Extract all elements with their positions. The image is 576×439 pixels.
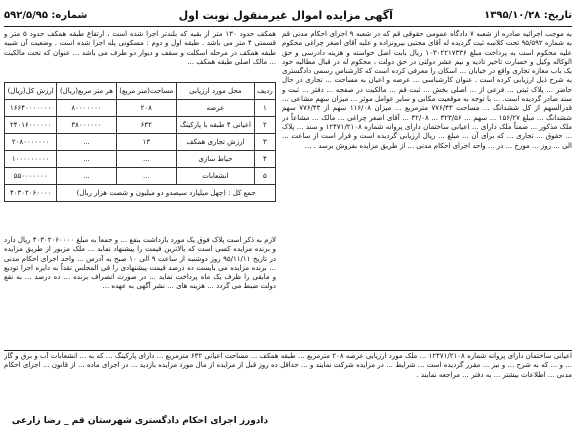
notice-page	[4, 4, 572, 431]
cell-index: ۲	[254, 117, 275, 134]
col-header-total: ارزش کل(ریال)	[5, 83, 57, 100]
notice-header	[4, 4, 572, 26]
cell-total: ۲۴۰۱۶۰۰۰۰۰۰	[5, 117, 57, 134]
notice-body-bottom: اعیانی ساختمان دارای پروانه شماره ۱۲۴۷۱/۲۱۰۸ ... ملک مورد ارزیابی عرصه ۲۰۸ مترمربع ... طبقه همکف ... مساحت اعیانی ۶۳۲ مترمربع ... دارای پارکینگ ... که به ... انشعابات آب و برق و گاز ... و ... که به شرح ... و نیز ... مقرر گردیده است ... شرایط ... در مزایده شرکت نمایند و ... حداقل ده روز قبل از مزایده از مال مورد مزایده بازدید ... در اجرای ماده ... از قانون ... اجرای احکام مدنی ... اطلاعات بیشتر ... به دفتر ... مراجعه نمایند .	[4, 352, 572, 379]
notice-number: شماره: ۵۹۲/۵/۹۵	[4, 9, 88, 21]
cell-total: ۱۶۶۴۰۰۰۰۰۰۰	[5, 100, 57, 117]
notice-title: آگهی مزایده اموال غیرمنقول نوبت اول	[178, 8, 393, 22]
notice-date: تاریخ: ۱۳۹۵/۱۰/۲۸	[484, 9, 572, 21]
notice-body-left-bottom: لازم به ذکر است پلاک فوق یک مورد بازداشت بنفع ... و جمعاً به مبلغ ۴۰۳۰۲۰۶۰۰۰۰ ریال دارد و برنده مزایده کسی است که بالاترین قیمت را پیشنهاد نماید ... ملک مزبور از طریق مزایده در تاریخ ۹۵/۱۱/۱۱ روز دوشنبه از ساعت ۹ الی ۱۰ صبح به آدرس ... واحد اجرای احکام مدنی ... برنده مزایده می بایست ده درصد قیمت پیشنهادی را فی المجلس نقداً به دایره اجرا تودیع و مابقی را ظرف یک ماه پرداخت نماید ... در صورت انصراف برنده ... ده درصد ... به نفع دولت ضبط می گردد ... هزینه های ... نشر آگهی به عهده ...	[4, 236, 276, 291]
cell-item: اعیانی ۴ طبقه با پارکینگ	[176, 117, 254, 134]
header-divider	[4, 26, 572, 27]
cell-item: انشعابات	[176, 168, 254, 185]
table-header-row	[5, 83, 276, 100]
col-header-index: ردیف	[254, 83, 275, 100]
col-header-unit-price: هر متر مربع(ریال)	[57, 83, 116, 100]
col-header-area: مساحت(متر مربع)	[116, 83, 176, 100]
notice-body-right: به موجب اجرائیه صادره از شعبه ۷ دادگاه عمومی حقوقی قم که در شعبه ۹ اجرای احکام مدنی قم به شماره ۹۵/۵۹۲ تحت کلاسه ثبت گردیده له آقای مجتبی بیرونزاده و علیه آقای اصغر چراغی محکوم علیه محکوم است به پرداخت مبلغ ۱۰۳۰۲۲۱۷۳۳۶ ریال بابت اصل خواسته و هزینه دادرسی و حق الوکاله وکیل و خسارت تاخیر تادیه و نیم عشر دولتی در حق دولت ، محکوم له در قبال مطالبه خود یک باب مغازه تجاری واقع در خیابان ... اسکان را معرفی کرده است که کارشناس رسمی دادگستری به شرح ذیل ارزیابی کرده است . عنوان کارشناسی ... عرصه و اعیان به مساحت ... تجاری در حال حاضر ... پلاک ثبتی ... فرعی از ... اصلی بخش ... ثبت قم ... مالکیت در صفحه ... دفتر ... ثبت و سند صادر گردیده است. ... با توجه به موقعیت مکانی و سایر عوامل موثر ... میزان سهم مشاعی ... قدرالسهم از کل ششدانگ ... مساحت ۷۷۶/۴۳ مترمربع ... میزان ۱۱۶/۰۸ سهم از ۷۷۶/۴۳ سهم ششدانگ ... مبلغ ۱۵۶/۲۷ ... سهم ... ۳۲۳/۵۶ ... ۴۲/۰۸ ... آقای اصغر چراغی ... مالک ... مشاعاً در ملک مذکور ... ضمناً ملک دارای ... اعیانی ساختمان دارای پروانه شماره ۱۲۴۷۱/۲۱۰۸ و سند ... پلاک ... حقوق ... تجاری ... که برای آن ... مبلغ ... ریال ارزیابی گردیده است و قرار است از ساعت ... الی ... روز ... مورخ ... در ... واحد اجرای احکام مدنی ... از طریق مزایده بفروش برسد . ...	[282, 30, 572, 150]
cell-unit-price: ۳۸۰۰۰۰۰۰	[57, 117, 116, 134]
cell-index: ۴	[254, 151, 275, 168]
section-divider	[4, 350, 572, 351]
cell-item: حیاط سازی	[176, 151, 254, 168]
cell-total: ۱۰۰۰۰۰۰۰۰۰	[5, 151, 57, 168]
cell-unit-price: ...	[57, 134, 116, 151]
notice-body-left-top: همکف حدود ۱۳۰ متر از بقیه که بلندتر اجرا شده است ، ارتفاع طبقه همکف حدود ۵ متر و قسمتی ۴ متر می باشد . طبقه اول و دوم : مسکونی پله اجرا شده است . وضعیت آن شبیه طبقه همکف در مرحله اسکلت و سقف و دیوار دو طرف می باشد ... عنوان که تحت مالکیت ... مالک اصلی طبقه همکف ...	[4, 30, 276, 66]
table-row	[5, 117, 276, 134]
cell-unit-price: ...	[57, 168, 116, 185]
col-header-item: محل مورد ارزیابی	[176, 83, 254, 100]
cell-unit-price: ۸۰۰۰۰۰۰۰	[57, 100, 116, 117]
cell-area: ۱۳	[116, 134, 176, 151]
cell-area: ۶۳۲	[116, 117, 176, 134]
cell-item: ارزش تجاری همکف	[176, 134, 254, 151]
cell-total: ۲۰۸۰۰۰۰۰۰۰	[5, 134, 57, 151]
cell-area: ۲۰۸	[116, 100, 176, 117]
cell-index: ۱	[254, 100, 275, 117]
signature-line: دادورز اجرای احکام دادگستری شهرستان قم _ رضا زارعی	[11, 416, 269, 426]
cell-total: ۵۵۰۰۰۰۰۰۰	[5, 168, 57, 185]
total-value: ۴۰۳۰۲۰۶۰۰۰۰	[5, 185, 57, 202]
cell-unit-price: ...	[57, 151, 116, 168]
table-row	[5, 100, 276, 117]
total-label: جمع کل : (چهل میلیارد سیصدو دو میلیون و شصت هزار ریال)	[57, 185, 276, 202]
table-row	[5, 168, 276, 185]
cell-index: ۳	[254, 134, 275, 151]
valuation-table	[4, 82, 276, 202]
table-row	[5, 134, 276, 151]
cell-index: ۵	[254, 168, 275, 185]
cell-area: ...	[116, 168, 176, 185]
cell-area: ...	[116, 151, 176, 168]
table-total-row	[5, 185, 276, 202]
cell-item: عرصه	[176, 100, 254, 117]
table-row	[5, 151, 276, 168]
